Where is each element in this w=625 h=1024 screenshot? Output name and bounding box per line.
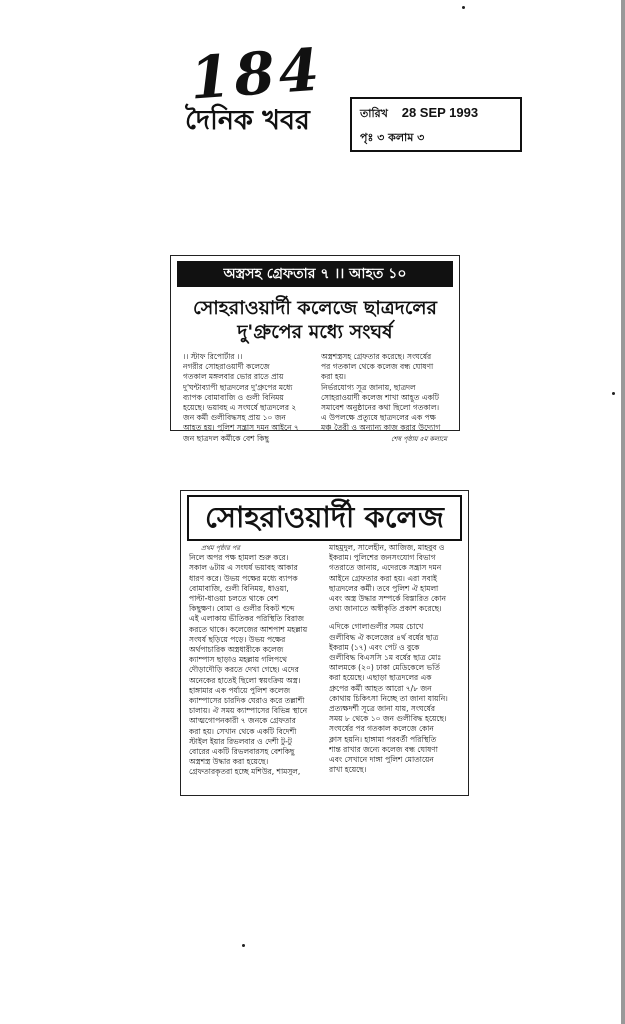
article-line: রাখা হয়েছে। [329, 765, 367, 775]
article-line: জন কর্মী গুলীবিদ্ধসহ প্রায় ১০ জন [183, 413, 286, 423]
article-line: তথ্য জানাতে অস্বীকৃতি প্রকাশ করেছে। [329, 604, 442, 614]
article-line: করা হয়। [321, 372, 346, 382]
article-column-left [189, 543, 321, 778]
article-line: মঞ্চ তৈরী ও অন্যান্য কাজ করার উদ্যোগ [321, 423, 441, 433]
headline-line-2: দু'গ্রুপের মধ্যে সংঘর্ষ [237, 321, 393, 343]
article-line: শেষ পৃষ্ঠায় ৫ম কলামে [391, 434, 447, 443]
article-line: জন ছাত্রদল কর্মীকে বেশ কিছু [183, 433, 269, 443]
article-line: গ্রুপের কর্মী আহত আরো ৭/৮ জন [329, 683, 432, 693]
article-line: গতরাতে জানায়, এদেরকে সন্ত্রাস দমন [329, 563, 442, 573]
date-label: তারিখ [360, 107, 388, 120]
article-line: ধারণ করে। উভয় পক্ষের মধ্যে ব্যাপক [189, 573, 298, 583]
continued-from-label: প্রথম পৃষ্ঠার পর [201, 544, 240, 552]
stamp-page-column: পৃঃ ৩ কলাম ৩ [360, 131, 425, 144]
article-line: আলমকে (২০) ঢাকা মেডিকেলে ভর্তি [329, 663, 440, 673]
article-line: গুলীবিদ্ধ ঐ কলেজের ৪র্থ বর্ষের ছাত্র [329, 632, 439, 642]
speck [462, 6, 465, 9]
article-line: সমাবেশ অনুষ্ঠানের কথা ছিলো গতকাল। [321, 403, 440, 413]
article-line: পর গতকাল থেকে কলেজ বন্ধ ঘোষণা [321, 362, 434, 372]
article-line: পাল্টা-ধাওয়া চলতে থাকে বেশ [189, 594, 279, 604]
article-line: প্রত্যক্ষদর্শী সূত্রে জানা যায়, সংঘর্ষের [329, 704, 435, 714]
article-line: আইনে গ্রেফতার করা হয়। এরা সবাই [329, 573, 437, 583]
article-line: এবং সেখানে দাঙ্গা পুলিশ মোতায়েন [329, 755, 434, 765]
article-column-left [183, 352, 313, 444]
article-column-right [329, 543, 461, 775]
article-line: গুলীবিদ্ধ বিএসসি ১ম বর্ষের ছাত্র মোঃ [329, 653, 442, 663]
article-line: অস্ত্রশস্ত্র উদ্ধার করা হয়েছে। [189, 757, 269, 767]
article-line [329, 614, 461, 622]
news-clipping-1 [170, 255, 460, 443]
article-line: এদিকে গোলাগুলীর সময় চোখে [329, 622, 424, 632]
article-line: ক্লাস হয়নি। হাঙ্গামা পরবর্তী পরিস্থিতি [329, 734, 437, 744]
article-line: এবং অস্ত্র উদ্ধার সম্পর্কে বিস্তারিত কোন [329, 594, 446, 604]
page-edge [621, 0, 625, 1024]
article-line: ক্যাম্পাস ছাড়াও মহল্লায় গলিপথে [189, 655, 287, 665]
stamp-date: 28 SEP 1993 [401, 105, 479, 120]
clipping-banner: অস্ত্রসহ গ্রেফতার ৭ ।। আহত ১০ [177, 261, 453, 287]
article-line: ইকরাম (১৭) এবং পেট ও বুকে [329, 642, 420, 652]
article-line: দৌড়াদৌড়ি করতে দেখা গেছে। এদের [189, 665, 299, 675]
article-line: আহত হয়। পুলিশ সন্ত্রাস দমন আইনে ৭ [183, 423, 299, 433]
article-line: বোরের একটি রিভলবারসহ বেশকিছু [189, 747, 295, 757]
article-line: শান্ত রাখার জন্যে কলেজ বন্ধ ঘোষণা [329, 744, 438, 754]
article-line: এ উপলক্ষে প্রত্যুষে ছাত্রদলের এক পক্ষ [321, 413, 436, 423]
article-line: অর্থপাচারিক অস্ত্রধারীকে কলেজ [189, 645, 284, 655]
article-line: নির্ভরযোগ্য সূত্র জানায়, ছাত্রদল [321, 382, 416, 392]
article-line: সংঘর্ষের পর গতকাল কলেজে কোন [329, 724, 434, 734]
news-clipping-2 [180, 490, 469, 796]
article-line: সময় ৮ থেকে ১০ জন গুলীবিদ্ধ হয়েছে। [329, 714, 447, 724]
article-line: সংঘর্ষ ছড়িয়ে পড়ে। উভয় পক্ষের [189, 634, 286, 644]
article-line: করতে থাকে। কলেজের আশপাশ মহল্লায় [189, 624, 308, 634]
article-line: ।। স্টাফ রিপোর্টার ।। [183, 352, 243, 361]
article-line: হাঙ্গামার এক পর্যায়ে পুলিশ কলেজ [189, 685, 291, 695]
article-line: ক্যাম্পাসের চারদিক ঘেরাও করে তল্লাশী [189, 696, 305, 706]
article-line: মাহমুদুল, সালেহীন, আজিজ, মাহবুব ও [329, 543, 445, 552]
article-line: ছাত্রদলের কর্মী। তবে পুলিশ ঐ হামলা [329, 583, 439, 593]
article-line: অনেকের হাতেই ছিলো স্বয়ংক্রিয় অস্ত্র। [189, 675, 301, 685]
clipping-headline [177, 296, 453, 344]
article-line: গ্রেফতারকৃতরা হচ্ছে মশিউর, শামসুল, [189, 767, 301, 777]
handwritten-page-number: 184 [187, 35, 326, 113]
article-line: অস্ত্রশস্ত্রসহ গ্রেফতার করেছে। সংঘর্ষের [321, 352, 432, 361]
article-line: হয়েছে। ভয়াবহ এ সংঘর্ষে ছাত্রদলের ২ [183, 403, 297, 413]
article-line: আত্মগোপনকারী ৭ জনকে গ্রেফতার [189, 716, 296, 726]
headline-line-1: সোহরাওয়ার্দী কলেজে ছাত্রদলের [193, 297, 437, 319]
article-line: সোহরাওয়ার্দী কলেজ শাখা আহূত একটি [321, 392, 439, 402]
speck [612, 392, 615, 395]
clipping-headline: সোহরাওয়ার্দী কলেজ [187, 495, 462, 541]
article-line: গতকাল মঙ্গলবার ভোর রাতে প্রায় [183, 372, 284, 382]
article-line: স্টাইল ইয়ার রিভলবার ও দেশী টু-টু [189, 736, 292, 746]
article-line: করা হয়েছে। এছাড়া ছাত্রদলের এক [329, 673, 432, 683]
article-line: ইকরাম। পুলিশের জনসংযোগ বিভাগ [329, 553, 436, 563]
article-line: সকাল ৬টায় এ সংঘর্ষ ভয়াবহ আকার [189, 563, 298, 573]
date-stamp [350, 97, 522, 152]
article-line: কিছুক্ষণ। বোমা ও গুলীর বিকট শব্দে [189, 604, 295, 614]
article-line: নগরীর সোহরাওয়ার্দী কলেজে [183, 362, 270, 372]
article-line: চালায়। ঐ সময় ক্যাম্পাসের বিভিন্ন স্থানে [189, 706, 308, 716]
article-line: করা হয়। সেখান থেকে একটি বিদেশী [189, 726, 297, 736]
speck [242, 944, 245, 947]
article-line: কোথায় চিকিৎসা নিচ্ছে তা জানা যায়নি। [329, 693, 448, 703]
article-line: দু'ঘন্টাব্যাপী ছাত্রদলের দু'গ্রুপের মধ্যে [183, 382, 293, 392]
article-line: বোমাবাজি, গুলী বিনিময়, ধাওয়া, [189, 583, 289, 593]
newspaper-name: দৈনিক খবর [185, 105, 310, 136]
article-line: এই এলাকায় ভীতিকর পরিস্থিতি বিরাজ [189, 614, 304, 624]
article-column-right [321, 352, 451, 444]
article-line: নিলে অপর পক্ষ হামলা শুরু করে। [189, 553, 289, 563]
article-line: ব্যাপক বোমাবাজি ও গুলী বিনিময় [183, 392, 284, 402]
